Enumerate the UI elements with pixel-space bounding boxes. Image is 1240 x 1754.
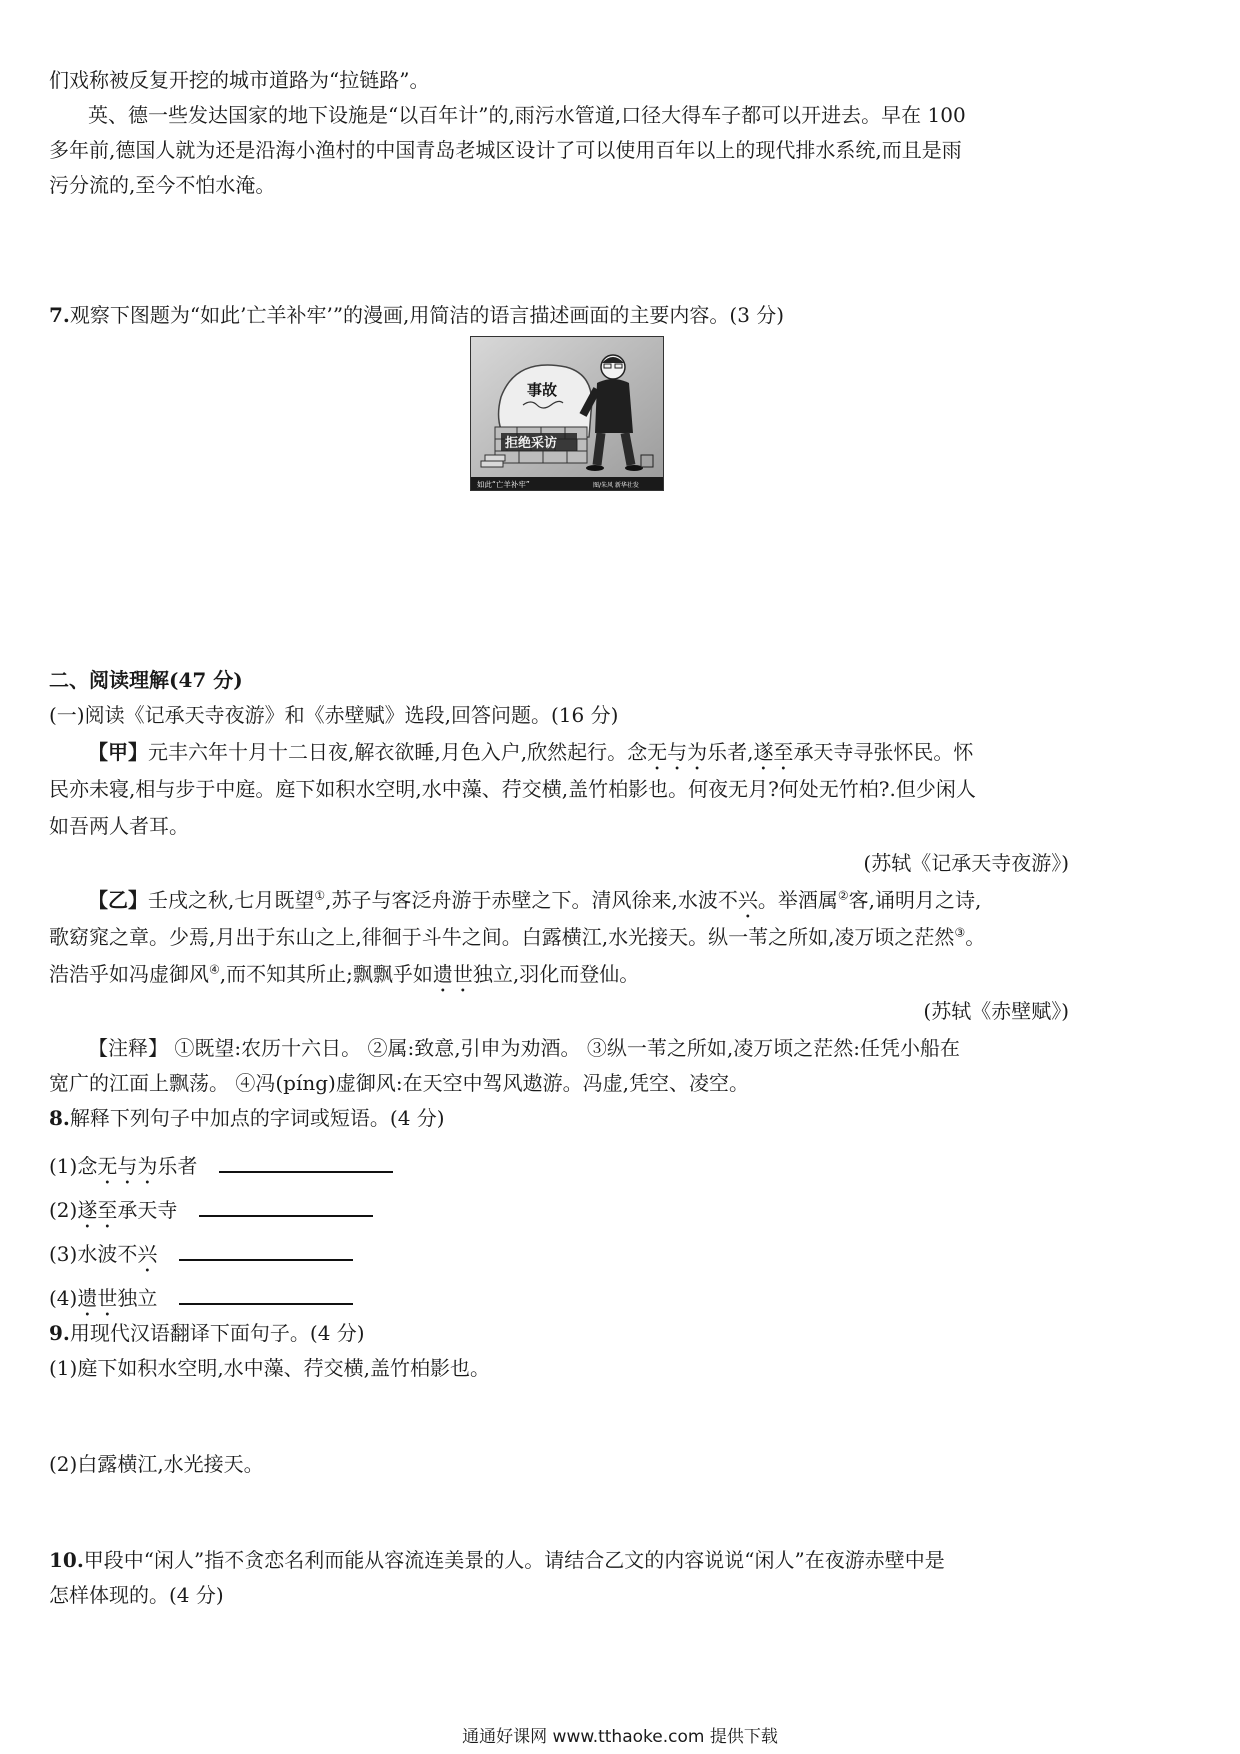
dotted-phrase: 无与为 (97, 1154, 158, 1178)
text-run: 壬戌之秋,七月既望 (148, 888, 315, 912)
question-text: 甲段中“闲人”指不贪恋名利而能从容流连美景的人。请结合乙文的内容说说“闲人”在夜游赤壁中是 (83, 1548, 945, 1572)
dotted-phrase: 遂至 (753, 740, 794, 764)
q8-item-3 (49, 1237, 353, 1277)
question-9 (49, 1318, 365, 1348)
question-text: 用现代汉语翻译下面句子。(4 分) (69, 1321, 365, 1345)
question-8 (49, 1103, 445, 1133)
section-title: 二、阅读理解(47 分) (49, 668, 243, 692)
text-run: 承天寺寻张怀民。怀 (793, 740, 974, 764)
question-number: 9. (49, 1321, 70, 1345)
passage-line: 多年前,德国人就为还是沿海小渔村的中国青岛老城区设计了可以使用百年以上的现代排水系统,而且是雨 (49, 138, 962, 162)
q8-item-1 (49, 1149, 393, 1189)
question-number: 10. (49, 1548, 84, 1572)
text-run: 承天寺 (117, 1198, 178, 1222)
text-run: (4) (49, 1286, 78, 1310)
question-10-line-2: 怎样体现的。(4 分) (49, 1583, 224, 1607)
answer-blank[interactable] (219, 1149, 393, 1173)
q9-sentence-1: (1)庭下如积水空明,水中藻、荇交横,盖竹柏影也。 (49, 1356, 491, 1380)
answer-blank[interactable] (179, 1237, 353, 1261)
text-run: 独立 (117, 1286, 158, 1310)
question-text: 观察下图题为“如此’亡羊补牢’”的漫画,用简洁的语言描述画面的主要内容。(3 分) (69, 303, 785, 327)
footnote-mark: ③ (954, 925, 966, 940)
yi-line-2 (49, 922, 985, 952)
text-run: (1)念 (49, 1154, 98, 1178)
part-heading: (一)阅读《记承天寺夜游》和《赤壁赋》选段,回答问题。(16 分) (49, 703, 619, 727)
cartoon-image (470, 336, 664, 491)
text-run: 乐者 (157, 1154, 198, 1178)
answer-blank[interactable] (179, 1281, 353, 1305)
text-run: 歌窈窕之章。少焉,月出于东山之上,徘徊于斗牛之间。白露横江,水光接天。纵一苇之所如,凌万顷之茫然 (49, 925, 955, 949)
dotted-phrase: 无与为 (647, 740, 708, 764)
question-10 (49, 1545, 945, 1575)
notes-line-1: 【注释】 ①既望:农历十六日。 ②属:致意,引申为劝酒。 ③纵一苇之所如,凌万顷之茫然:任凭小船在 (88, 1036, 961, 1060)
text-run: 元丰六年十月十二日夜,解衣欲睡,月色入户,欣然起行。念 (148, 740, 648, 764)
rock-label: 事故 (527, 381, 558, 399)
question-number: 7. (49, 303, 70, 327)
text-run: (3)水波不 (49, 1242, 138, 1266)
q8-item-4 (49, 1281, 353, 1321)
cartoon-caption: 如此“亡羊补牢” (477, 480, 530, 489)
jia-line-2: 民亦未寝,相与步于中庭。庭下如积水空明,水中藻、荇交横,盖竹柏影也。何夜无月?何处无竹柏?.但少闲人 (49, 777, 976, 801)
dotted-phrase: 兴 (137, 1242, 158, 1266)
text-run: ,苏子与客泛舟游于赤壁之下。清风徐来,水波不 (325, 888, 738, 912)
text-run: (2) (49, 1198, 78, 1222)
yi-label: 【乙】 (88, 888, 148, 912)
passage-line: 们戏称被反复开挖的城市道路为“拉链路”。 (49, 68, 430, 92)
text-run: ,而不知其所止;飘飘乎如 (219, 962, 433, 986)
jia-label: 【甲】 (88, 740, 148, 764)
text-run: 。 (965, 925, 986, 949)
yi-line-3 (49, 959, 639, 997)
question-7 (49, 300, 784, 330)
dotted-phrase: 兴 (737, 888, 758, 912)
jia-line-1 (88, 737, 973, 775)
text-run: 独立,羽化而登仙。 (472, 962, 640, 986)
wall-label: 拒绝采访 (505, 436, 558, 451)
footnote-mark: ④ (209, 962, 220, 977)
text-run: 乐者, (707, 740, 754, 764)
text-run: 。举酒属 (757, 888, 838, 912)
question-number: 8. (49, 1106, 70, 1130)
text-run: 浩浩乎如冯虚御风 (49, 962, 209, 986)
text-run: 客,诵明月之诗, (848, 888, 982, 912)
passage-line: 英、德一些发达国家的地下设施是“以百年计”的,雨污水管道,口径大得车子都可以开进去。早在 100 (88, 103, 966, 127)
dotted-phrase: 遗世 (77, 1286, 118, 1310)
jia-source: (苏轼《记承天寺夜游》) (863, 851, 1069, 875)
q9-sentence-2: (2)白露横江,水光接天。 (49, 1452, 264, 1476)
yi-source: (苏轼《赤壁赋》) (923, 999, 1069, 1023)
passage-line: 污分流的,至今不怕水淹。 (49, 173, 276, 197)
answer-blank[interactable] (199, 1193, 373, 1217)
footnote-mark: ① (314, 888, 326, 903)
notes-line-2: 宽广的江面上飘荡。 ④冯(píng)虚御风:在天空中驾风遨游。冯虚,凭空、凌空。 (49, 1071, 749, 1095)
cartoon-credit: 图/朱风 新华社发 (593, 482, 639, 489)
q8-item-2 (49, 1193, 373, 1233)
question-text: 解释下列句子中加点的字词或短语。(4 分) (69, 1106, 445, 1130)
yi-line-1 (88, 885, 981, 923)
footnote-mark: ② (837, 888, 849, 903)
dotted-phrase: 遗世 (432, 962, 473, 986)
jia-line-3: 如吾两人者耳。 (49, 814, 189, 838)
dotted-phrase: 遂至 (77, 1198, 118, 1222)
page-footer: 通通好课网 www.tthaoke.com 提供下载 (462, 1727, 778, 1747)
